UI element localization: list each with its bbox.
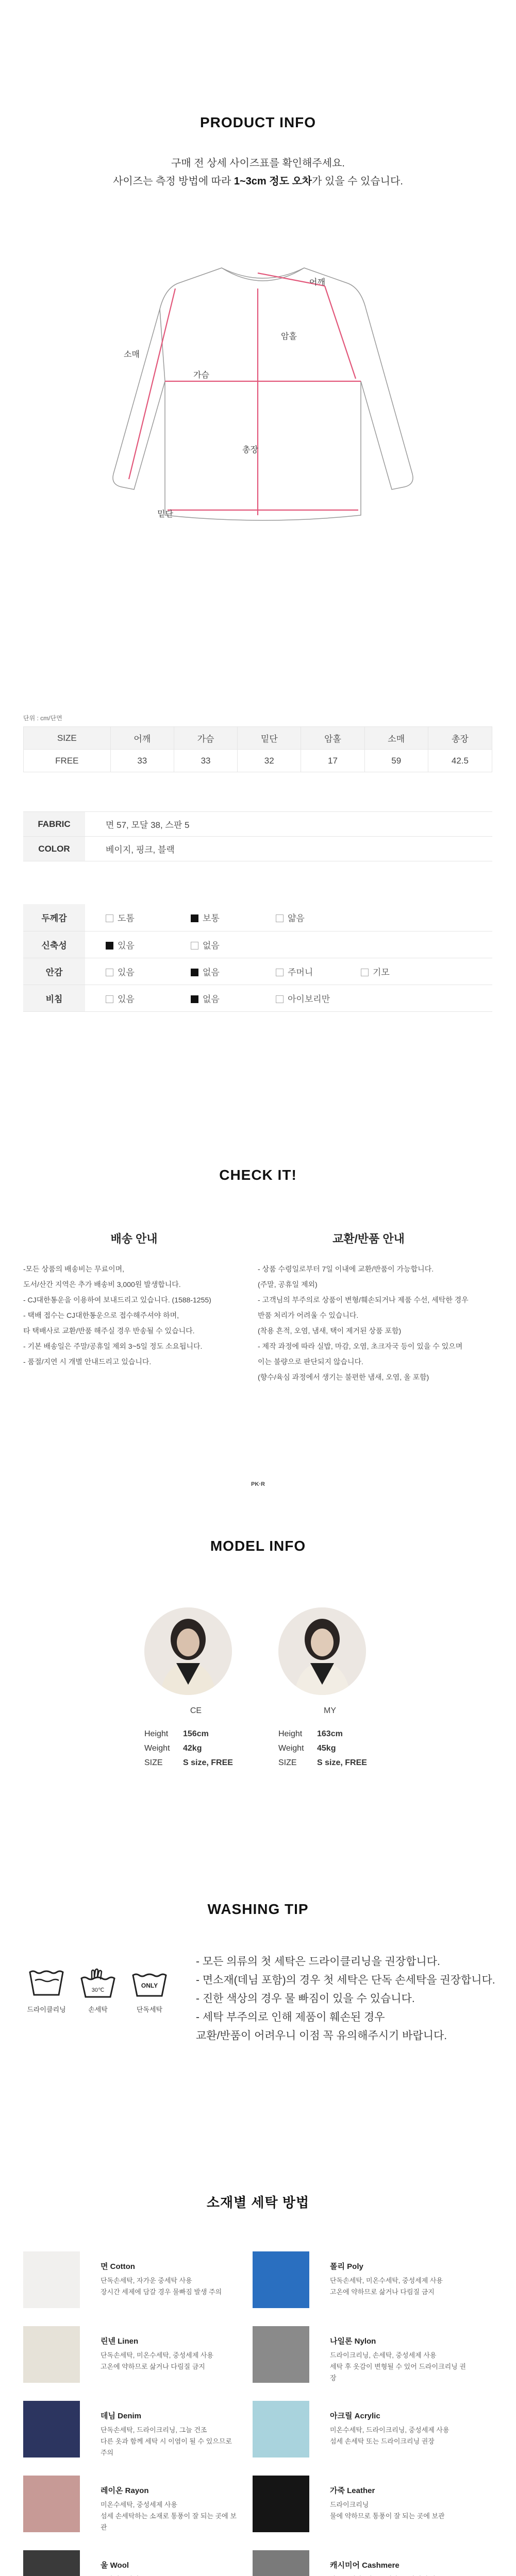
- option-item: [255, 965, 340, 978]
- product-info-line2: [0, 173, 516, 188]
- model-size-row: [278, 1756, 381, 1770]
- washing-tip-line: - 면소재(데님 포함)의 경우 첫 세탁은 단독 손세탁을 권장합니다.: [196, 1974, 495, 1986]
- height-label: Height: [144, 1730, 169, 1738]
- model-card: [144, 1607, 247, 1770]
- delivery-line: -모든 상품의 배송비는 무료이며,: [23, 1265, 125, 1273]
- fabric-name: 울 Wool: [101, 2561, 129, 2570]
- fabric-name: 레이온 Rayon: [101, 2486, 149, 2495]
- separate-wash-item: [126, 1968, 173, 2014]
- model-weight-row: [278, 1741, 381, 1756]
- option-item-label: 있음: [118, 940, 135, 951]
- check-it-title: CHECK IT!: [219, 1167, 297, 1183]
- unchecked-box-icon: [106, 969, 113, 976]
- option-item-label: 있음: [118, 994, 135, 1004]
- option-item: [340, 965, 425, 978]
- size-row: [24, 750, 492, 772]
- fabric-care-item: [23, 2326, 245, 2388]
- delivery-line: - 택배 접수는 CJ대한통운으로 접수해주셔야 하며,: [23, 1311, 179, 1319]
- option-row: [23, 904, 492, 931]
- fabric-swatch: [23, 2550, 80, 2576]
- fabric-swatch: [253, 2251, 309, 2308]
- size-header-cell: 어깨: [110, 727, 174, 750]
- product-info-title: PRODUCT INFO: [199, 114, 317, 130]
- option-item-label: 없음: [203, 967, 220, 977]
- unchecked-box-icon: [106, 995, 113, 1003]
- size-header-cell: SIZE: [24, 727, 111, 750]
- armhole-line: [325, 286, 356, 379]
- exchange-line: - 고객님의 부주의로 상품이 변형/훼손되거나 제품 수선, 세탁한 경우: [258, 1296, 469, 1304]
- exchange-line: 반품 처리가 어려울 수 있습니다.: [258, 1311, 359, 1319]
- washing-tip-line: 교환/반품이 어려우니 이점 꼭 유의해주시기 바랍니다.: [196, 2030, 447, 2042]
- exchange-line: - 상품 수령일로부터 7일 이내에 교환/반품이 가능합니다.: [258, 1265, 434, 1273]
- washing-tip-line: - 세탁 부주의로 인해 제품이 훼손된 경우: [196, 2011, 385, 2023]
- model-card: [278, 1607, 381, 1770]
- fabric-swatch: [23, 2326, 80, 2383]
- fabric-value: 면 57, 모달 38, 스판 5: [85, 812, 492, 837]
- model-photo: [278, 1607, 366, 1695]
- separate-wash-icon: [130, 1968, 169, 1999]
- size-header-cell: 암홀: [301, 727, 364, 750]
- fabric-desc: 드라이크리닝 물에 약하므로 통풍이 잘 되는 곳에 보관: [330, 2501, 445, 2520]
- exchange-guide: [258, 1231, 479, 1385]
- unchecked-box-icon: [276, 914, 284, 922]
- option-item-label: 없음: [203, 940, 220, 951]
- model-size-row: [144, 1756, 247, 1770]
- fabric-care-item: [253, 2251, 474, 2313]
- fabric-care-item: [23, 2476, 245, 2537]
- size-cell: 42.5: [428, 750, 492, 772]
- delivery-line: - 기본 배송일은 주말/공휴일 제외 3~5일 정도 소요됩니다.: [23, 1342, 203, 1350]
- model-height-row: [144, 1727, 247, 1741]
- fabric-name: 나일론 Nylon: [330, 2337, 376, 2346]
- fabric-swatch: [23, 2401, 80, 2458]
- option-item-label: 기모: [373, 967, 390, 977]
- svg-text:ONLY: ONLY: [141, 1982, 158, 1989]
- unchecked-box-icon: [276, 995, 284, 1003]
- unchecked-box-icon: [106, 914, 113, 922]
- option-label: 신축성: [23, 931, 85, 958]
- option-item: [85, 965, 170, 978]
- height-label: Height: [278, 1730, 303, 1738]
- fabric-swatch: [23, 2251, 80, 2308]
- label-armhole: 암홀: [281, 332, 297, 341]
- fabric-desc: 단독손세탁, 자가운 중세탁 사용 장시간 세제에 담갈 경우 물빠짐 발생 주의: [101, 2277, 222, 2296]
- line2-bold: 1~3cm 정도 오차: [234, 176, 312, 187]
- fabric-swatch: [23, 2476, 80, 2532]
- option-item-label: 얇음: [288, 913, 305, 924]
- fabric-name: 린넨 Linen: [101, 2337, 139, 2346]
- checked-box-icon: [191, 914, 198, 922]
- washing-tip-line: - 진한 색상의 경우 물 빠짐이 있을 수 있습니다.: [196, 1993, 415, 2005]
- fabric-care-item: [253, 2326, 474, 2388]
- weight-value: 45kg: [317, 1744, 336, 1753]
- option-label: 두께감: [23, 904, 85, 931]
- size-header-cell: 밑단: [238, 727, 301, 750]
- svg-text:30℃: 30℃: [91, 1987, 105, 1993]
- option-values: [85, 931, 492, 958]
- exchange-line: (주말, 공휴일 제외): [258, 1280, 318, 1289]
- fabric-desc: 단독손세탁, 미온수세탁, 중성세제 사용 고온에 약하므로 삶거나 다림질 금지: [330, 2277, 443, 2296]
- hand-wash-label: 손세탁: [88, 2006, 108, 2013]
- option-item-label: 아이보리만: [288, 994, 330, 1004]
- option-item-label: 주머니: [288, 967, 313, 977]
- option-item-label: 도톰: [118, 913, 135, 924]
- fabric-name: 면 Cotton: [101, 2262, 135, 2271]
- size-diagram: [103, 258, 423, 536]
- checked-box-icon: [191, 995, 198, 1003]
- option-label: 안감: [23, 958, 85, 985]
- fabric-swatch: [253, 2476, 309, 2532]
- fabric-care-item: [23, 2401, 245, 2463]
- fabric-care-item: [23, 2550, 245, 2576]
- size-label: SIZE: [278, 1758, 297, 1767]
- exchange-line: (향수/육심 과정에서 생기는 불편한 냄새, 오염, 올 포함): [258, 1373, 429, 1381]
- washing-tips: [196, 1953, 495, 2045]
- fabric-name: 폴리 Poly: [330, 2262, 363, 2271]
- weight-label: Weight: [278, 1744, 304, 1753]
- model-name: MY: [324, 1706, 336, 1715]
- delivery-guide: [23, 1231, 245, 1369]
- option-item-label: 보통: [203, 913, 220, 924]
- size-cell: 33: [110, 750, 174, 772]
- exchange-line: 이는 불량으로 판단되지 않습니다.: [258, 1358, 363, 1366]
- model-photo: [144, 1607, 232, 1695]
- exchange-line: - 제작 과정에 따라 실밥, 마감, 오염, 초크자국 등이 있을 수 있으며: [258, 1342, 463, 1350]
- fabric-desc: 단독손세탁, 드라이크리닝, 그늘 건조 다른 옷과 함께 세탁 시 이염이 될 수 있으므로 주의: [101, 2426, 232, 2456]
- dry-clean-label: 드라이클리닝: [27, 2006, 66, 2013]
- hand-wash-item: [75, 1968, 121, 2014]
- model-name: CE: [190, 1706, 202, 1715]
- size-cell: 32: [238, 750, 301, 772]
- hand-wash-icon: [78, 1968, 118, 1999]
- dry-clean-item: [23, 1968, 70, 2014]
- checked-box-icon: [191, 969, 198, 976]
- weight-value: 42kg: [183, 1744, 202, 1753]
- option-item: [85, 992, 170, 1005]
- product-info-line1: 구매 전 상세 사이즈표를 확인해주세요.: [171, 158, 345, 169]
- delivery-title: 배송 안내: [110, 1232, 158, 1245]
- brand-logo: PK·R: [251, 1481, 265, 1487]
- unit-note: 단위 : cm/단면: [23, 715, 62, 722]
- sleeve-line: [129, 289, 175, 479]
- fabric-desc: 드라이크리닝, 손세탁, 중성세제 사용 세탁 후 옷감이 변형될 수 있어 드라이크리닝 권장: [330, 2351, 466, 2382]
- fabric-label: FABRIC: [23, 812, 85, 837]
- fabric-care-item: [253, 2550, 474, 2576]
- model-height-row: [278, 1727, 381, 1741]
- fabric-swatch: [253, 2550, 309, 2576]
- unchecked-box-icon: [361, 969, 369, 976]
- size-value: S size, FREE: [317, 1758, 367, 1767]
- size-header-cell: 총장: [428, 727, 492, 750]
- option-values: [85, 985, 492, 1011]
- fabric-care-item: [253, 2476, 474, 2537]
- option-item: [85, 911, 170, 924]
- option-row: [23, 958, 492, 985]
- option-item: [85, 938, 170, 951]
- fabric-desc: 미온수세탁, 중성세제 사용 섬세 손세탁하는 소재로 통풍이 잘 되는 곳에 보관: [101, 2501, 237, 2531]
- option-item-label: 있음: [118, 967, 135, 977]
- exchange-line: (착용 흔적, 오염, 냄새, 택이 제거된 상품 포함): [258, 1327, 402, 1335]
- fabric-name: 아크릴 Acrylic: [330, 2412, 380, 2420]
- fabric-swatch: [253, 2401, 309, 2458]
- delivery-line: - CJ대한통운을 이용하여 보내드리고 있습니다. (1588-1255): [23, 1296, 211, 1304]
- washing-tip-line: - 모든 의류의 첫 세탁은 드라이클리닝을 권장합니다.: [196, 1956, 440, 1968]
- fabric-name: 캐시미어 Cashmere: [330, 2561, 400, 2570]
- unchecked-box-icon: [276, 969, 284, 976]
- option-values: [85, 904, 492, 931]
- label-hem: 밑단: [157, 510, 173, 519]
- label-length: 총장: [242, 446, 258, 454]
- checked-box-icon: [106, 942, 113, 950]
- option-item: [170, 992, 255, 1005]
- option-item-label: 없음: [203, 994, 220, 1004]
- option-item: [170, 938, 255, 951]
- model-weight-row: [144, 1741, 247, 1756]
- label-chest: 가슴: [193, 371, 209, 380]
- fabric-desc: 미온수세탁, 드라이크리닝, 중성세제 사용 섬세 손세탁 또는 드라이크리닝 권장: [330, 2426, 450, 2445]
- delivery-line: 타 택배사로 교환/반품 해주실 경우 반송될 수 있습니다.: [23, 1327, 195, 1335]
- options-table: [23, 904, 492, 1012]
- armhole-left: [160, 309, 165, 381]
- option-values: [85, 958, 492, 985]
- label-sleeve: 소매: [124, 350, 140, 359]
- size-header-cell: 가슴: [174, 727, 237, 750]
- fabric-desc: 단독손세탁, 미온수세탁, 중성세제 사용 고온에 약하므로 삶거나 다림질 금지: [101, 2351, 213, 2370]
- option-item: [255, 911, 340, 924]
- fabric-care-item: [23, 2251, 245, 2313]
- height-value: 163cm: [317, 1730, 343, 1738]
- line2-post: 가 있을 수 있습니다.: [312, 176, 403, 187]
- model-info-title: MODEL INFO: [210, 1538, 306, 1554]
- line2-pre: 사이즈는 측정 방법에 따라: [113, 176, 234, 187]
- delivery-line: 도서/산간 지역은 추가 배송비 3,000원 발생합니다.: [23, 1280, 181, 1289]
- unchecked-box-icon: [191, 942, 198, 950]
- fabric-care-title: 소재별 세탁 방법: [206, 2195, 310, 2210]
- fabric-desc: [330, 2574, 469, 2576]
- option-item: [170, 965, 255, 978]
- option-row: [23, 931, 492, 958]
- fabric-care-item: [253, 2401, 474, 2463]
- fabric-swatch: [253, 2326, 309, 2383]
- option-item: [255, 992, 340, 1005]
- exchange-title: 교환/반품 안내: [332, 1232, 405, 1245]
- fabric-name: 가죽 Leather: [330, 2486, 375, 2495]
- size-cell: 59: [364, 750, 428, 772]
- size-value: S size, FREE: [183, 1758, 233, 1767]
- color-label: COLOR: [23, 837, 85, 861]
- size-cell: FREE: [24, 750, 111, 772]
- separate-wash-label: 단독세탁: [136, 2006, 163, 2013]
- size-cell: 17: [301, 750, 364, 772]
- label-shoulder: 어깨: [309, 278, 325, 287]
- color-value: 베이지, 핑크, 블랙: [85, 837, 492, 861]
- delivery-line: - 품절/지연 시 개별 안내드리고 있습니다.: [23, 1358, 152, 1366]
- fabric-table: [23, 811, 492, 861]
- option-row: [23, 985, 492, 1011]
- size-header-cell: 소매: [364, 727, 428, 750]
- dry-clean-icon: [27, 1968, 66, 1999]
- fabric-name: 데님 Denim: [101, 2412, 141, 2420]
- option-item: [170, 911, 255, 924]
- size-cell: 33: [174, 750, 237, 772]
- height-value: 156cm: [183, 1730, 209, 1738]
- weight-label: Weight: [144, 1744, 170, 1753]
- size-label: SIZE: [144, 1758, 163, 1767]
- washing-tip-title: WASHING TIP: [207, 1901, 309, 1917]
- garment-outline: [113, 268, 413, 520]
- fabric-desc: [101, 2574, 240, 2576]
- option-label: 비침: [23, 985, 85, 1011]
- size-table: [23, 726, 492, 772]
